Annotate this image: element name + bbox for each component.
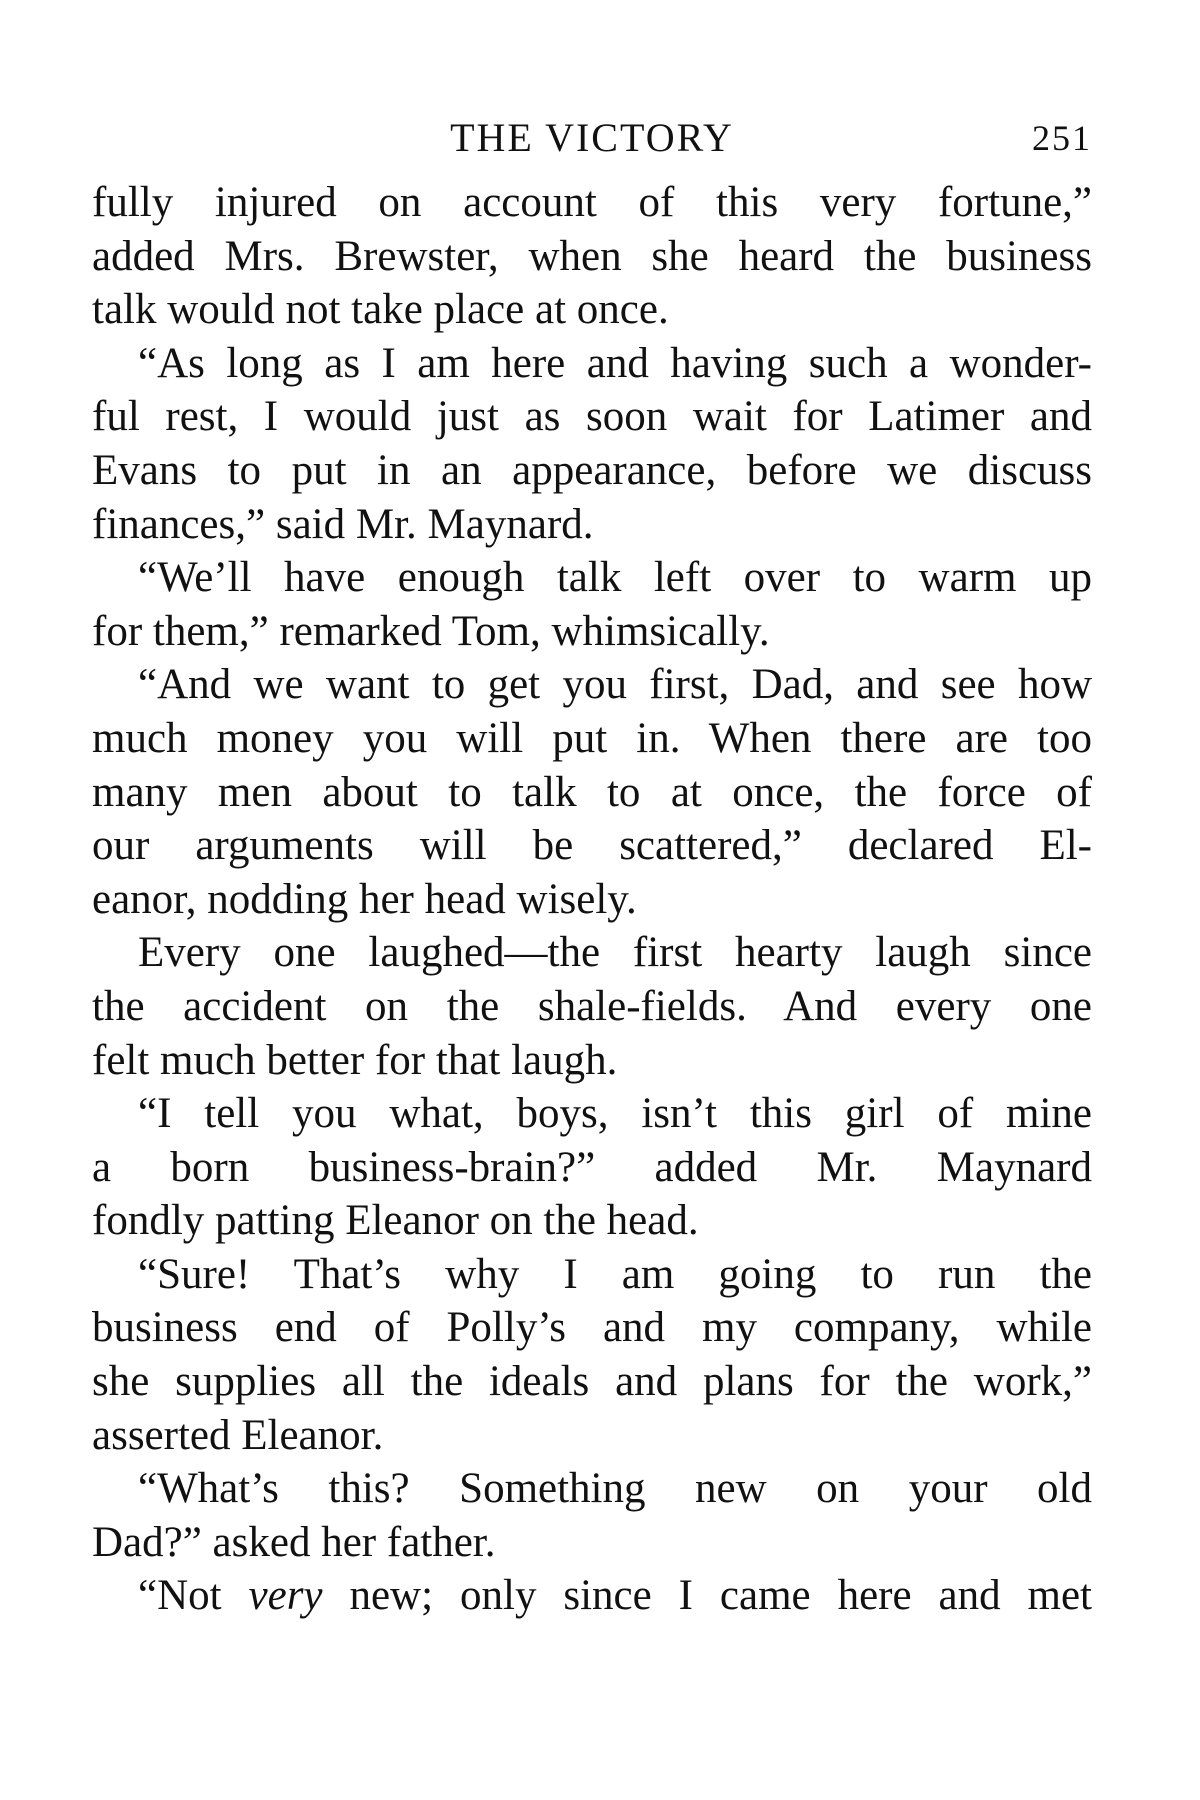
text-line-final xyxy=(92,1569,1092,1623)
text-line: Dad?” asked her father. xyxy=(92,1518,496,1566)
text-line: “What’s this? Something new on your old xyxy=(138,1465,1092,1513)
text-line: “We’ll have enough talk left over to warm up xyxy=(138,554,1092,602)
text-line: much money you will put in. When there are too xyxy=(92,714,1092,762)
text-line: “And we want to get you first, Dad, and see how xyxy=(138,661,1092,709)
text-line: added Mrs. Brewster, when she heard the business xyxy=(92,232,1092,280)
final-line-italic: very xyxy=(248,1572,323,1620)
text-line: she supplies all the ideals and plans for the work,” xyxy=(92,1358,1092,1406)
text-line: fully injured on account of this very fortune,” xyxy=(92,179,1092,226)
text-line: many men about to talk to at once, the force of xyxy=(92,768,1092,816)
page-number: 251 xyxy=(1032,118,1092,158)
body-text xyxy=(92,176,1092,1623)
final-line-after: new; only since I came here and met xyxy=(322,1572,1092,1620)
text-line: Every one laughed—the first hearty laugh since xyxy=(138,929,1092,977)
text-line: “As long as I am here and having such a wonder- xyxy=(138,339,1092,387)
text-line: asserted Eleanor. xyxy=(92,1411,384,1459)
text-line: our arguments will be scattered,” declared El- xyxy=(92,822,1092,870)
running-title: THE VICTORY xyxy=(450,115,734,160)
text-line: finances,” said Mr. Maynard. xyxy=(92,500,594,548)
text-line: felt much better for that laugh. xyxy=(92,1036,618,1084)
text-line: “I tell you what, boys, isn’t this girl of mine xyxy=(138,1090,1092,1138)
text-line: business end of Polly’s and my company, while xyxy=(92,1304,1092,1352)
text-line: fondly patting Eleanor on the head. xyxy=(92,1197,699,1245)
page-header xyxy=(92,108,1092,168)
text-line: ful rest, I would just as soon wait for Latimer and xyxy=(92,393,1092,441)
text-line: talk would not take place at once. xyxy=(92,286,669,334)
text-line: a born business-brain?” added Mr. Maynard xyxy=(92,1143,1092,1191)
text-line: the accident on the shale-fields. And every one xyxy=(92,982,1092,1030)
final-line-before: “Not xyxy=(138,1572,249,1620)
text-line: “Sure! That’s why I am going to run the xyxy=(138,1250,1092,1298)
text-line: eanor, nodding her head wisely. xyxy=(92,875,637,923)
text-line: for them,” remarked Tom, whimsically. xyxy=(92,607,770,655)
text-line: Evans to put in an appearance, before we discuss xyxy=(92,446,1092,494)
